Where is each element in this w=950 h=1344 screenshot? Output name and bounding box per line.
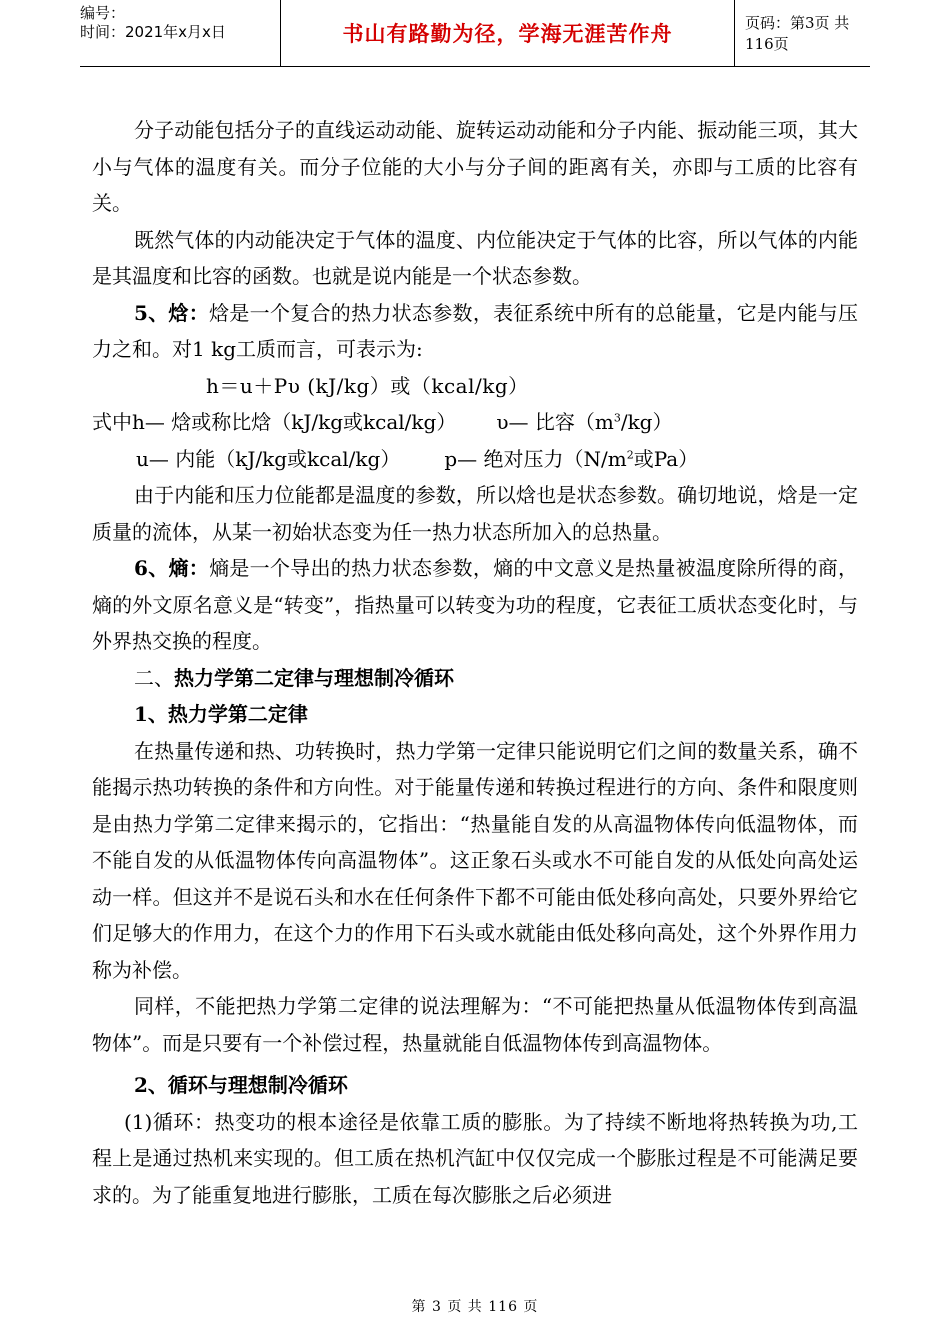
header-meta: [80, 0, 280, 66]
number-label: 编号：: [80, 4, 126, 22]
enthalpy-text: 焓是一个复合的热力状态参数，表征系统中所有的总能量，它是内能与压力之和。对1 kg工质而言，可表示为:: [92, 300, 859, 361]
paragraph-cycle: (1)循环：热变功的根本途径是依靠工质的膨胀。为了持续不断地将热转换为功,工程上是通过热机来实现的。但工质在热机汽缸中仅仅完成一个膨胀过程是不可能满足要求的。为了能重复地进行膨胀，工质在每次膨胀之后必须进: [92, 1109, 858, 1207]
time-label: 时间：2021年x月x日: [80, 23, 226, 41]
paragraph-enthalpy: [92, 295, 858, 368]
entropy-text: 熵是一个导出的热力状态参数，熵的中文意义是热量被温度除所得的商，熵的外文原名意义是“转变”，指热量可以转变为功的程度，它表征工质状态变化时，与外界热交换的程度。: [92, 556, 859, 653]
paragraph-entropy: [92, 550, 858, 660]
entropy-label: 6、熵：: [134, 556, 210, 580]
paragraph-enthalpy-state: 由于内能和压力位能都是温度的参数，所以焓也是状态参数。确切地说，焓是一定质量的流体，从某一初始状态变为任一热力状态所加入的总热量。: [92, 483, 858, 544]
definition-u: u— 内能（kJ/kg或kcal/kg）: [136, 446, 401, 471]
page-footer: 第 3 页 共 116 页: [411, 1299, 539, 1315]
document-body: [92, 112, 858, 1213]
definition-line-2: [92, 441, 858, 478]
paragraph-molecular-energy: 分子动能包括分子的直线运动动能、旋转运动动能和分子内能、振动能三项，其大小与气体的温度有关。而分子位能的大小与分子间的距离有关，亦即与工质的比容有关。: [92, 118, 858, 215]
definition-p: p— 绝对压力（$N/m^2$或Pa）: [444, 446, 699, 471]
page-header: [80, 0, 870, 67]
paragraph-second-law: 在热量传递和热、功转换时，热力学第一定律只能说明它们之间的数量关系，确不能揭示热功转换的条件和方向性。对于能量传递和转换过程进行的方向、条件和限度则是由热力学第二定律来揭示的，它指出：“热量能自发的从高温物体传向低温物体，而不能自发的从低温物体传向高温物体”。这正象石头或水不可能自发的从低处向高处运动一样。但这并不是说石头和水在任何条件下都不可能由低处移向高处，只要外界给它们足够大的作用力，在这个力的作用下石头或水就能由低处移向高处，这个外界作用力称为补偿。: [92, 738, 858, 982]
subsection-heading-1: 1、热力学第二定律: [134, 702, 308, 726]
enthalpy-label: 5、焓：: [134, 300, 210, 325]
header-page-info: 页码：第3页 共116页: [745, 14, 850, 53]
section-heading-2: 二、热力学第二定律与理想制冷循环: [134, 665, 454, 690]
definition-h: 式中h— 焓或称比焓（kJ/kg或kcal/kg）: [92, 410, 457, 434]
header-motto: 书山有路勤为径，学海无涯苦作舟: [280, 0, 735, 66]
definition-v: υ— 比容$(m^3/kg)$: [496, 410, 673, 434]
enthalpy-formula: h＝u＋Pυ (kJ/kg）或（kcal/kg）: [206, 373, 529, 398]
paragraph-second-law-note: 同样，不能把热力学第二定律的说法理解为：“不可能把热量从低温物体传到高温物体”。而是只要有一个补偿过程，热量就能自低温物体传到高温物体。: [92, 994, 858, 1055]
subsection-heading-2: 2、循环与理想制冷循环: [134, 1073, 348, 1097]
definition-line-1: [92, 404, 858, 441]
paragraph-internal-energy: 既然气体的内动能决定于气体的温度、内位能决定于气体的比容，所以气体的内能是其温度和比容的函数。也就是说内能是一个状态参数。: [92, 227, 858, 288]
